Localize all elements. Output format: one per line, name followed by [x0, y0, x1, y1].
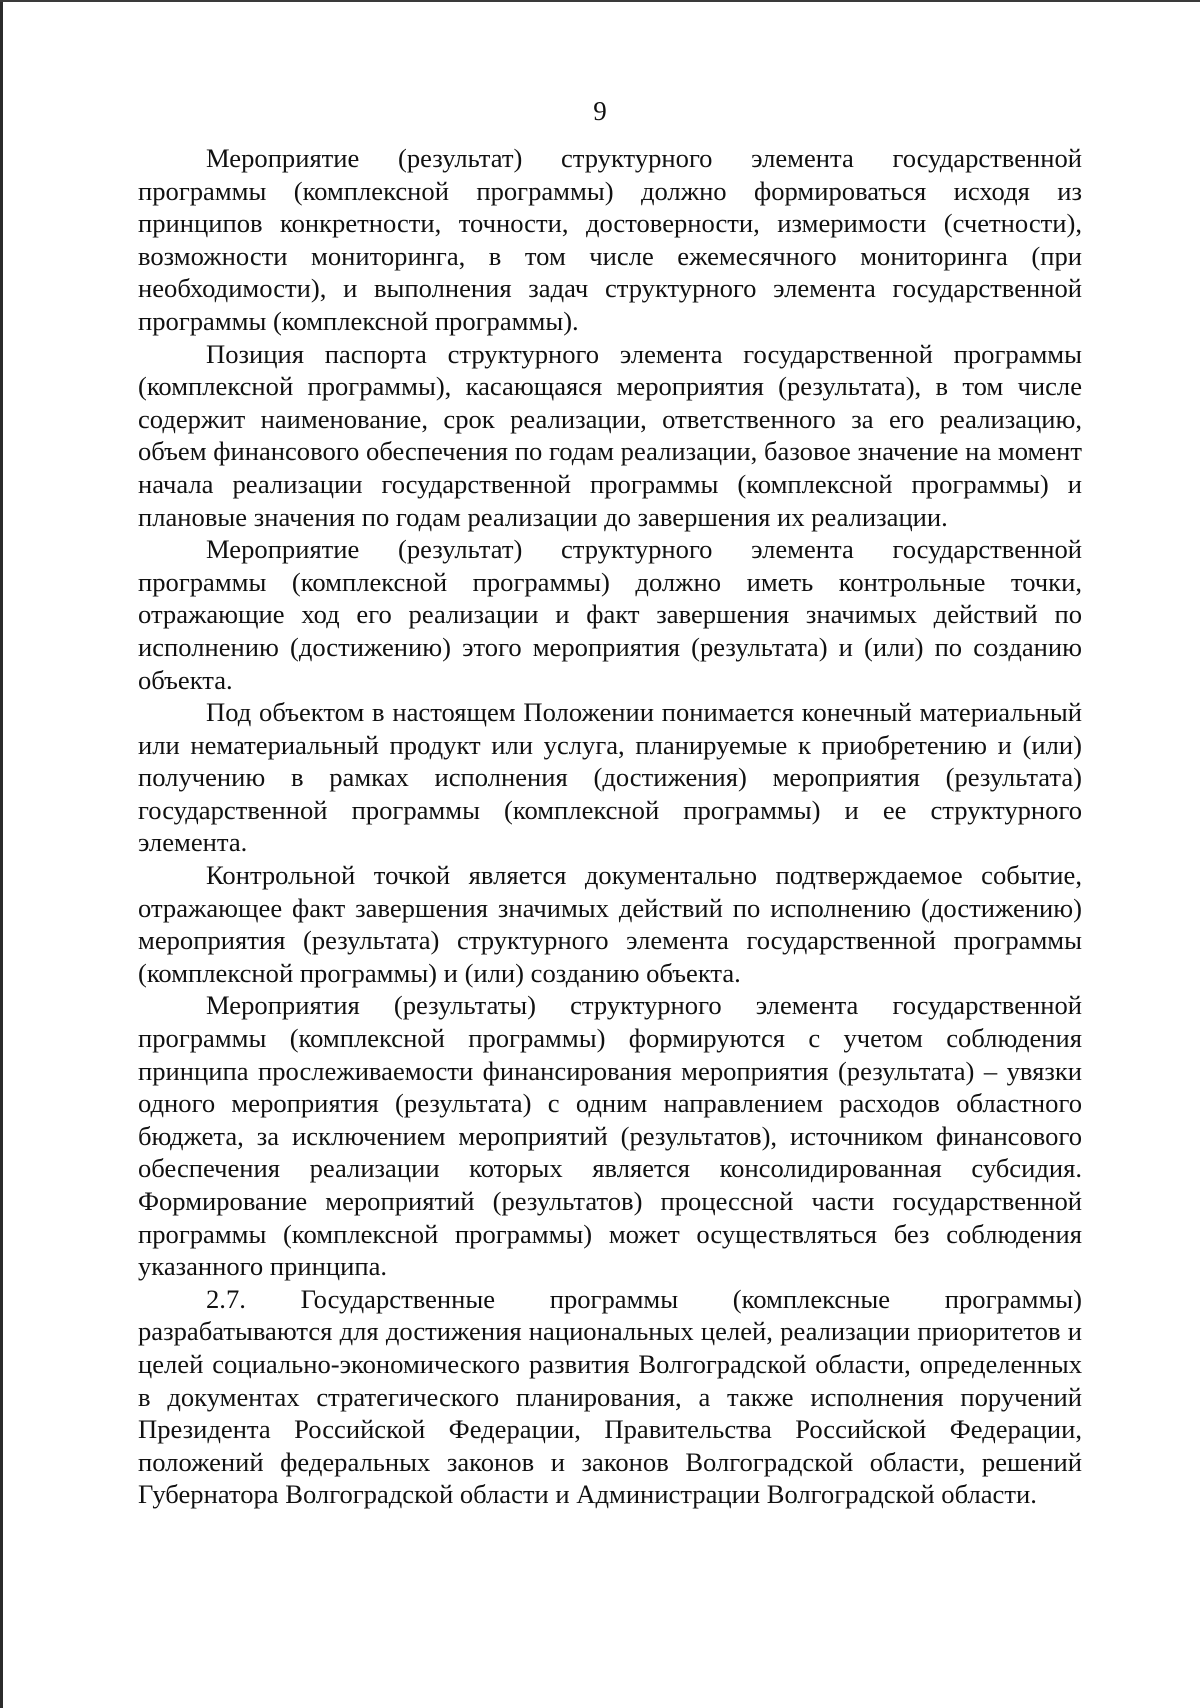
paragraph-passport-position: Позиция паспорта структурного элемента государственной программы (комплексной программы), касающаяся мероприятия (результата), в том числе содержит наименование, срок реализации, ответственного за его реализацию, объем финансового обеспечения по годам реализации, базовое значение на момент начала реализации государственной программы (комплексной программы) и плановые значения по годам реализации до завершения их реализации.: [138, 338, 1082, 532]
paragraph-section-2-7: 2.7. Государственные программы (комплексные программы) разрабатываются для достижения национальных целей, реализации приоритетов и целей социально-экономического развития Волгоградской области, определенных в документах стратегического планирования, а также исполнения поручений Президента Российской Федерации, Правительства Российской Федерации, положений федеральных законов и законов Волгоградской области, решений Губернатора Волгоградской области и Администрации Волгоградской области.: [138, 1283, 1082, 1510]
scan-edge-left: [0, 0, 3, 1708]
paragraph-financing-traceability: Мероприятия (результаты) структурного элемента государственной программы (комплексной программы) формируются с учетом соблюдения принципа прослеживаемости финансирования мероприятия (результата) – увязки одного мероприятия (результата) с одним направлением расходов областного бюджета, за исключением мероприятий (результатов), источником финансового обеспечения реализации которых является консолидированная субсидия. Формирование мероприятий (результатов) процессной части государственной программы (комплексной программы) может осуществляться без соблюдения указанного принципа.: [138, 990, 1082, 1282]
scan-edge-top: [0, 0, 1200, 2]
paragraph-object-definition: Под объектом в настоящем Положении понимается конечный материальный или нематериальный продукт или услуга, планируемые к приобретению и (или) получению в рамках исполнения (достижения) мероприятия (результата) государственной программы (комплексной программы) и ее структурного элемента.: [138, 697, 1082, 858]
paragraph-control-point-definition: Контрольной точкой является документально подтверждаемое событие, отражающее факт завершения значимых действий по исполнению (достижению) мероприятия (результата) структурного элемента государственной программы (комплексной программы) и (или) созданию объекта.: [138, 860, 1082, 988]
paragraph-event-principles: Мероприятие (результат) структурного элемента государственной программы (комплексной программы) должно формироваться исходя из принципов конкретности, точности, достоверности, измеримости (счетности), возможности мониторинга, в том числе ежемесячного мониторинга (при необходимости), и выполнения задач структурного элемента государственной программы (комплексной программы).: [138, 143, 1082, 336]
page-number: 9: [593, 96, 607, 126]
document-body: [138, 142, 1082, 1511]
paragraph-control-points: Мероприятие (результат) структурного элемента государственной программы (комплексной программы) должно иметь контрольные точки, отражающие ход его реализации и факт завершения значимых действий по исполнению (достижению) этого мероприятия (результата) и (или) по созданию объекта.: [138, 534, 1082, 695]
